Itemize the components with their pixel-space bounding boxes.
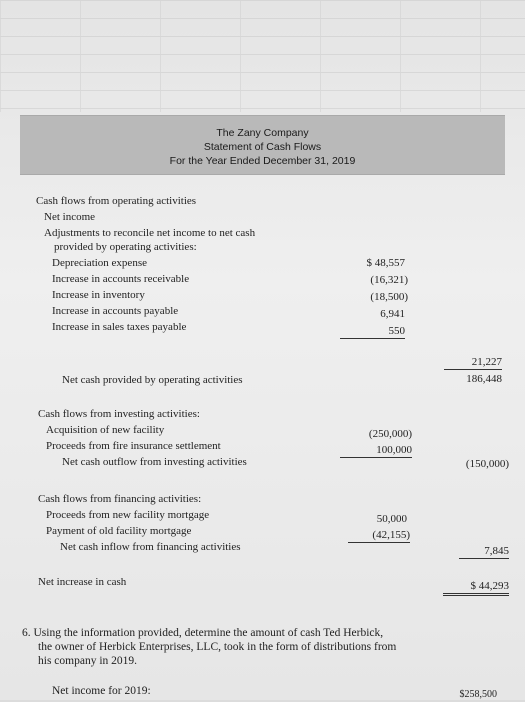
net-financing-label: Net cash inflow from financing activities — [60, 541, 241, 553]
fin-item-value: 50,000 — [376, 513, 407, 525]
adjustments-line-1: Adjustments to reconcile net income to net cash — [44, 227, 256, 239]
question-net-income-label: Net income for 2019: — [52, 685, 151, 697]
fin-item-label: Payment of old facility mortgage — [46, 525, 192, 537]
op-item-label: Depreciation expense — [52, 257, 147, 269]
net-increase-label: Net increase in cash — [38, 576, 127, 588]
inv-item-value: (250,000) — [368, 428, 412, 440]
net-investing-label: Net cash outflow from investing activities — [62, 456, 247, 468]
op-item-value: (16,321) — [370, 274, 408, 286]
total-adjustments: 21,227 — [444, 355, 502, 370]
op-item-value-underlined: 550 — [340, 324, 405, 339]
net-financing-value: 7,845 — [459, 544, 509, 559]
inv-item-value-underlined: 100,000 — [340, 443, 412, 458]
fin-item-value-underlined: (42,155) — [348, 528, 410, 543]
inv-item-label: Acquisition of new facility — [46, 424, 165, 436]
question-net-income-value: $258,500 — [459, 689, 497, 700]
operating-heading: Cash flows from operating activities — [36, 195, 197, 207]
question-line-1: 6. Using the information provided, determine the amount of cash Ted Herbick, — [22, 627, 384, 639]
statement-title: Statement of Cash Flows — [203, 141, 322, 153]
company-name: The Zany Company — [216, 127, 309, 139]
net-investing-value: (150,000) — [465, 458, 509, 470]
net-increase-value: $ 44,293 — [443, 579, 509, 596]
investing-heading: Cash flows from investing activities: — [38, 408, 200, 420]
statement-header — [20, 115, 505, 175]
financing-heading: Cash flows from financing activities: — [38, 493, 202, 505]
op-item-label: Increase in inventory — [52, 289, 145, 301]
op-item-value: (18,500) — [370, 291, 408, 303]
op-item-label: Increase in accounts payable — [52, 305, 179, 317]
op-item-value: $ 48,557 — [366, 257, 405, 269]
op-item-value: 6,941 — [380, 308, 405, 320]
question-line-3: his company in 2019. — [38, 655, 138, 667]
fin-item-label: Proceeds from new facility mortgage — [46, 509, 210, 521]
statement-period: For the Year Ended December 31, 2019 — [169, 155, 356, 167]
spreadsheet-grid-background — [0, 0, 525, 112]
net-operating-label: Net cash provided by operating activities — [62, 374, 243, 386]
net-operating-value: 186,448 — [466, 373, 502, 385]
adjustments-line-2: provided by operating activities: — [54, 241, 197, 253]
question-line-2: the owner of Herbick Enterprises, LLC, took in the form of distributions from — [38, 641, 397, 653]
net-income-label: Net income — [44, 211, 96, 223]
inv-item-label: Proceeds from fire insurance settlement — [46, 440, 221, 452]
op-item-label: Increase in sales taxes payable — [52, 321, 187, 333]
op-item-label: Increase in accounts receivable — [52, 273, 190, 285]
